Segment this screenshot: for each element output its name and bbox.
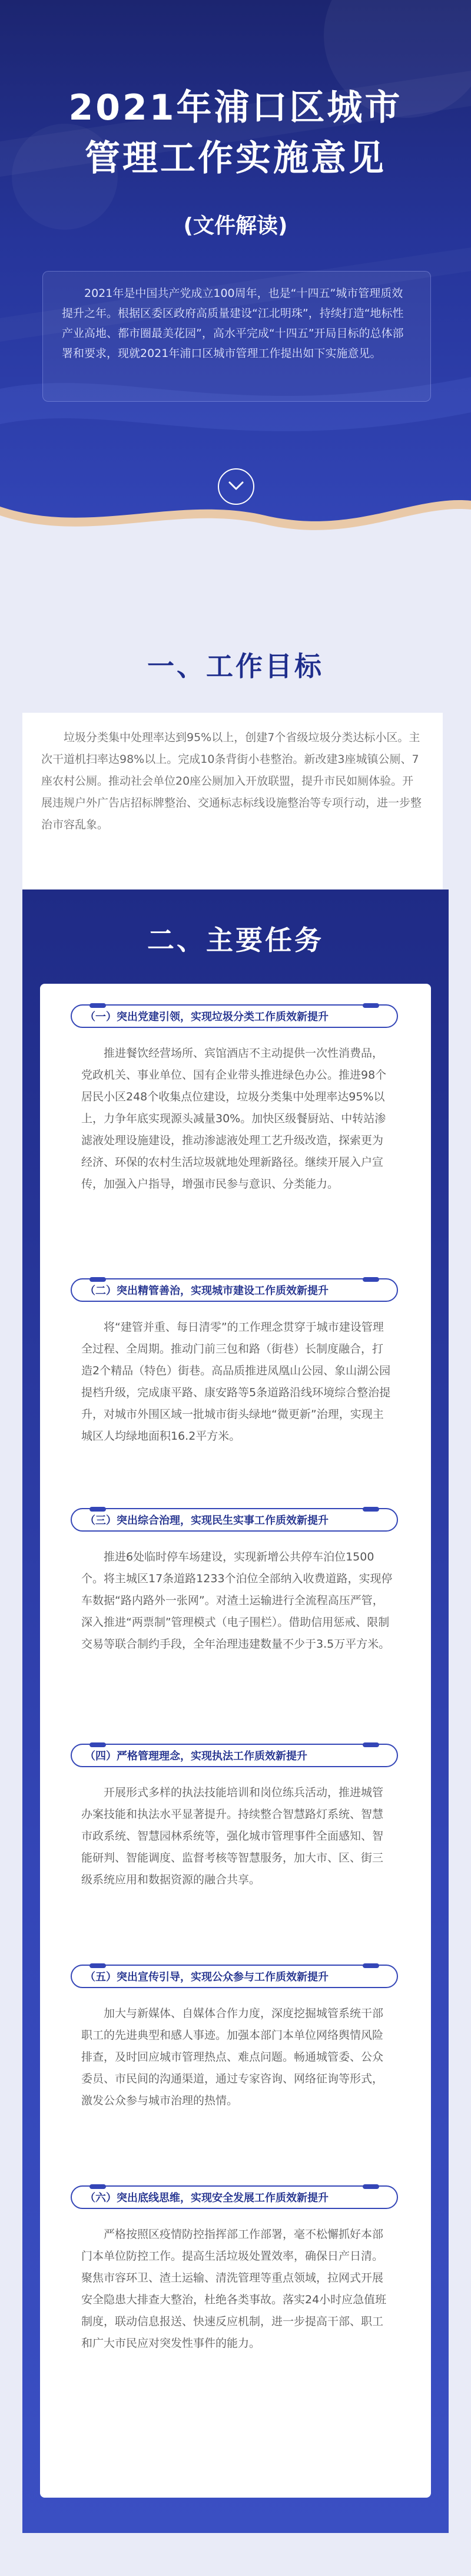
task-text-2: 将“建管并重、每日清零”的工作理念贯穿于城市建设管理全过程、全周期。推动门前三包和路（街巷）长制度融合，打造2个精品（特色）街巷。高品质推进凤凰山公园、象山湖公园提档升级，完成康平路、康安路等5条道路沿线环境综合整治提升，对城市外围区域一批城市街头绿地“微更新”治理，实现主城区人均绿地面积16.2平方米。 [81, 1321, 391, 1443]
task-text-1: 推进餐饮经营场所、宾馆酒店不主动提供一次性消费品，党政机关、事业单位、国有企业带头推进绿色办公。推进98个居民小区248个收集点位建设，垃圾分类集中处理率达95%以上，力争年底实现源头减量30%。加快区级餐厨站、中转站渗滤液处理设施建设，推动渗滤液处理工艺升级改造，探索更为经济、环保的农村生活垃圾就地处理新路径。继续开展入户宣传，加强入户指导，增强市民参与意识、分类能力。 [81, 1047, 387, 1191]
task-text-3: 推进6处临时停车场建设，实现新增公共停车泊位1500个。将主城区17条道路1233个泊位全部纳入收费道路，实现停车数据“路内路外一张网”。对渣土运输进行全流程高压严管，深入推进“两票制”管理模式（电子围栏）。借助信用惩戒、限制交易等联合制约手段，全年治理违建数量不少于3.5万平方米。 [81, 1550, 393, 1651]
task-heading-3: （三）突出综合治理，实现民生实事工作质效新提升 [71, 1508, 398, 1532]
goals-text: 垃圾分类集中处理率达到95%以上，创建7个省级垃圾分类达标小区。主次干道机扫率达98%以上。完成10条背街小巷整治。新改建3座城镇公厕、7座农村公厕。推动社会单位20座公厕加入开放联盟，提升市民如厕体验。开展违规户外广告店招标牌整治、交通标志标线设施整治等专项行动，进一步整治市容乱象。 [22, 713, 443, 891]
intro-text: 2021年是中国共产党成立100周年，也是“十四五”城市管理质效提升之年。根据区委区政府高质量建设“江北明珠”，持续打造“地标性产业高地、都市圈最美花园”，高水平完成“十四五”开局目标的总体部署和要求，现就2021年浦口区城市管理工作提出如下实施意见。 [42, 271, 431, 402]
page-subtitle: (文件解读) [183, 214, 288, 238]
task-text-6: 严格按照区疫情防控指挥部工作部署，毫不松懈抓好本部门本单位防控工作。提高生活垃圾处置效率，确保日产日清。聚焦市容环卫、渣土运输、清洗管理等重点领域，拉网式开展安全隐患大排查大整治，杜绝各类事故。落实24小时应急值班制度，联动信息报送、快速反应机制，进一步提高干部、职工和广大市民应对突发性事件的能力。 [81, 2228, 387, 2350]
hero-banner [0, 0, 471, 542]
task-heading-6: （六）突出底线思维，实现安全发展工作质效新提升 [71, 2185, 398, 2209]
hero-wave-divider [0, 483, 471, 554]
tasks-section-title: 二、主要任务 [147, 924, 324, 956]
page-title-line-1: 2021年浦口区城市 [68, 87, 403, 128]
page-title-line-2: 管理工作实施意见 [85, 138, 386, 179]
page-title [0, 82, 471, 184]
task-text-5: 加大与新媒体、自媒体合作力度，深度挖掘城管系统干部职工的先进典型和感人事迹。加强本部门本单位网络舆情风险排查，及时回应城市管理热点、难点问题。畅通城管委、公众委员、市民间的沟通渠道，通过专家咨询、网络征询等形式，激发公众参与城市治理的热情。 [81, 2007, 384, 2107]
tasks-card [40, 984, 431, 2498]
tasks-section [22, 889, 449, 2533]
task-text-4: 开展形式多样的执法技能培训和岗位练兵活动，推进城管办案技能和执法水平显著提升。持续整合智慧路灯系统、智慧市政系统、智慧园林系统等，强化城市管理事件全面感知、智能研判、智能调度、监督考核等智慧服务，加大市、区、街三级系统应用和数据资源的融合共享。 [81, 1786, 384, 1886]
task-heading-1: （一）突出党建引领，实现垃圾分类工作质效新提升 [71, 1004, 398, 1028]
task-heading-2: （二）突出精管善治，实现城市建设工作质效新提升 [71, 1278, 398, 1302]
task-heading-4: （四）严格管理理念，实现执法工作质效新提升 [71, 1744, 398, 1767]
goals-section-title: 一、工作目标 [147, 650, 324, 682]
task-heading-5: （五）突出宣传引导，实现公众参与工作质效新提升 [71, 1965, 398, 1988]
